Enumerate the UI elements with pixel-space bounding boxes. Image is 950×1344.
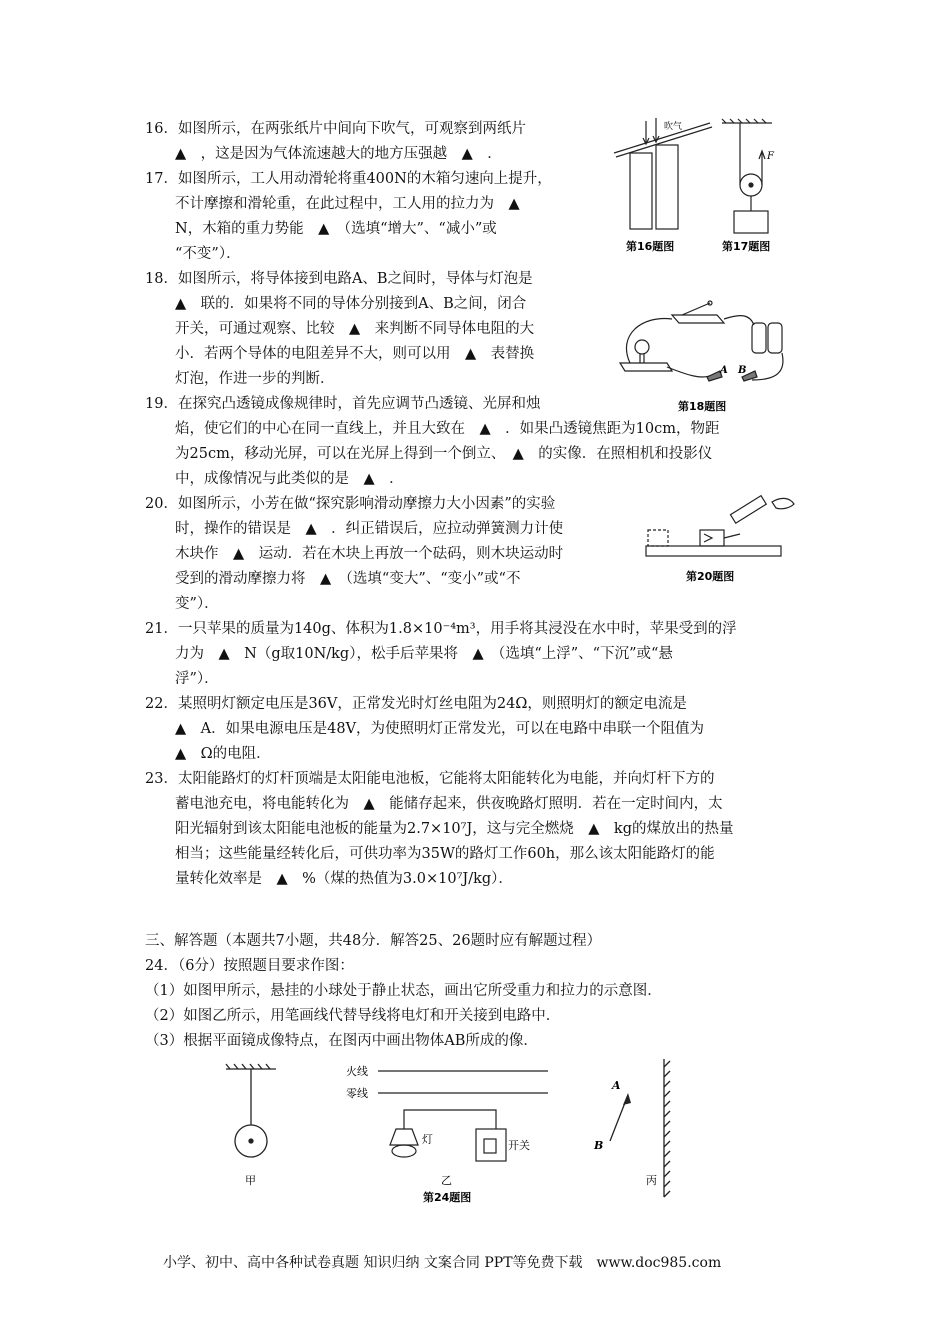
q17-line3: N，木箱的重力势能 ▲ （选填“增大”、“减小”或	[175, 221, 497, 237]
q17-line2: 不计摩擦和滑轮重，在此过程中，工人用的拉力为 ▲	[175, 196, 520, 212]
fig16-paper-sheets	[614, 118, 712, 229]
q20-line1: 20．如图所示，小芳在做“探究影响滑动摩擦力大小因素”的实验	[145, 496, 556, 512]
fig24-neutral-wire-label: 零线	[346, 1087, 368, 1100]
figure-20	[644, 490, 799, 585]
q20-line3: 木块作 ▲ 运动．若在木块上再放一个砝码，则木块运动时	[175, 546, 564, 562]
fig20-caption: 第20题图	[686, 570, 735, 583]
q22-line3: ▲ Ω的电阻．	[175, 746, 271, 762]
figure-24	[218, 1055, 688, 1205]
fig16-label: 吹气	[664, 122, 683, 132]
q24-line2: （1）如图甲所示，悬挂的小球处于静止状态，画出它所受重力和拉力的示意图．	[145, 983, 662, 999]
q19-line1: 19．在探究凸透镜成像规律时，首先应调节凸透镜、光屏和烛	[145, 396, 541, 412]
page-footer: 小学、初中、高中各种试卷真题 知识归纳 文案合同 PPT等免费下载 www.doc985.com	[163, 1255, 722, 1271]
q23-line5: 量转化效率是 ▲ %（煤的热值为3.0×10⁷J/kg）．	[175, 871, 513, 887]
q22-line1: 22．某照明灯额定电压是36V，正常发光时灯丝电阻为24Ω，则照明灯的额定电流是	[145, 696, 687, 712]
fig24-live-wire-label: 火线	[346, 1065, 368, 1078]
fig18-caption: 第18题图	[678, 400, 727, 413]
q16-line1: 16．如图所示，在两张纸片中间向下吹气，可观察到两纸片	[145, 121, 526, 137]
q21-line1: 21．一只苹果的质量为140g、体积为1.8×10⁻⁴m³，用手将其浸没在水中时，苹果受到的浮	[145, 621, 737, 637]
fig24-caption: 第24题图	[423, 1191, 472, 1204]
q24-line3: （2）如图乙所示，用笔画线代替导线将电灯和开关接到电路中．	[145, 1008, 561, 1024]
q19-line2: 焰，使它们的中心在同一直线上，并且大致在 ▲ ．如果凸透镜焦距为10cm，物距	[175, 421, 720, 437]
q24-line4: （3）根据平面镜成像特点，在图丙中画出物体AB所成的像．	[145, 1033, 538, 1049]
q20-line2: 时，操作的错误是 ▲ ．纠正错误后，应拉动弹簧测力计使	[175, 521, 564, 537]
q24-line1: 24．（6分）按照题目要求作图：	[145, 958, 354, 974]
q20-line5: 变”）．	[175, 596, 219, 612]
fig24-jia-pendulum	[226, 1064, 276, 1157]
q23-line3: 阳光辐射到该太阳能电池板的能量为2.7×10⁷J，这与完全燃烧 ▲ kg的煤放出的热量	[175, 821, 734, 837]
fig17-pulley	[722, 119, 772, 233]
section-3-heading: 三、解答题（本题共7小题，共48分．解答25、26题时应有解题过程）	[145, 933, 602, 949]
q18-line1: 18．如图所示，将导体接到电路A、B之间时，导体与灯泡是	[145, 271, 533, 287]
fig24-ab-arrowhead	[623, 1093, 631, 1105]
q21-line2: 力为 ▲ N（g取10N/kg），松手后苹果将 ▲ （选填“上浮”、“下沉”或“悬	[175, 646, 673, 662]
fig24-jia-label: 甲	[245, 1174, 256, 1187]
fig24-switch-label: 开关	[508, 1139, 530, 1152]
q18-line3: 开关，可通过观察、比较 ▲ 来判断不同导体电阻的大	[175, 321, 535, 337]
fig17-caption: 第17题图	[722, 240, 771, 253]
figure-16-17	[612, 113, 782, 258]
q18-line4: 小．若两个导体的电阻差异不大，则可以用 ▲ 表替换	[175, 346, 535, 362]
fig17-force-label: F	[767, 151, 774, 162]
fig24-bing-label: 丙	[646, 1174, 657, 1187]
fig18-b-label: B	[738, 365, 747, 376]
q16-line2: ▲ ，这是因为气体流速越大的地方压强越 ▲ ．	[175, 146, 502, 162]
fig24-b-label: B	[594, 1139, 604, 1152]
figure-18	[612, 285, 792, 415]
q23-line2: 蓄电池充电，将电能转化为 ▲ 能储存起来，供夜晚路灯照明．若在一定时间内，太	[175, 796, 723, 812]
fig24-yi-label: 乙	[441, 1174, 452, 1187]
q19-line4: 中，成像情况与此类似的是 ▲ ．	[175, 471, 404, 487]
q19-line3: 为25cm，移动光屏，可以在光屏上得到一个倒立、 ▲ 的实像．在照相机和投影仪	[175, 446, 713, 462]
q23-line4: 相当；这些能量经转化后，可供功率为35W的路灯工作60h，那么该太阳能路灯的能	[175, 846, 715, 862]
q23-line1: 23．太阳能路灯的灯杆顶端是太阳能电池板，它能将太阳能转化为电能，并向灯杆下方的	[145, 771, 715, 787]
q21-line3: 浮”）．	[175, 671, 219, 687]
q18-line2: ▲ 联的．如果将不同的导体分别接到A、B之间，闭合	[175, 296, 527, 312]
q17-line4: “不变”）．	[175, 246, 241, 262]
fig24-lamp-label: 灯	[422, 1133, 433, 1146]
q22-line2: ▲ A．如果电源电压是48V，为使照明灯正常发光，可以在电路中串联一个阻值为	[175, 721, 705, 737]
q20-line4: 受到的滑动摩擦力将 ▲ （选填“变大”、“变小”或“不	[175, 571, 521, 587]
fig24-a-label: A	[612, 1079, 621, 1092]
q18-line5: 灯泡，作进一步的判断．	[175, 371, 335, 387]
q17-line1: 17．如图所示，工人用动滑轮将重400N的木箱匀速向上提升，	[145, 171, 552, 187]
fig18-a-label: A	[720, 365, 728, 376]
fig16-caption: 第16题图	[626, 240, 675, 253]
